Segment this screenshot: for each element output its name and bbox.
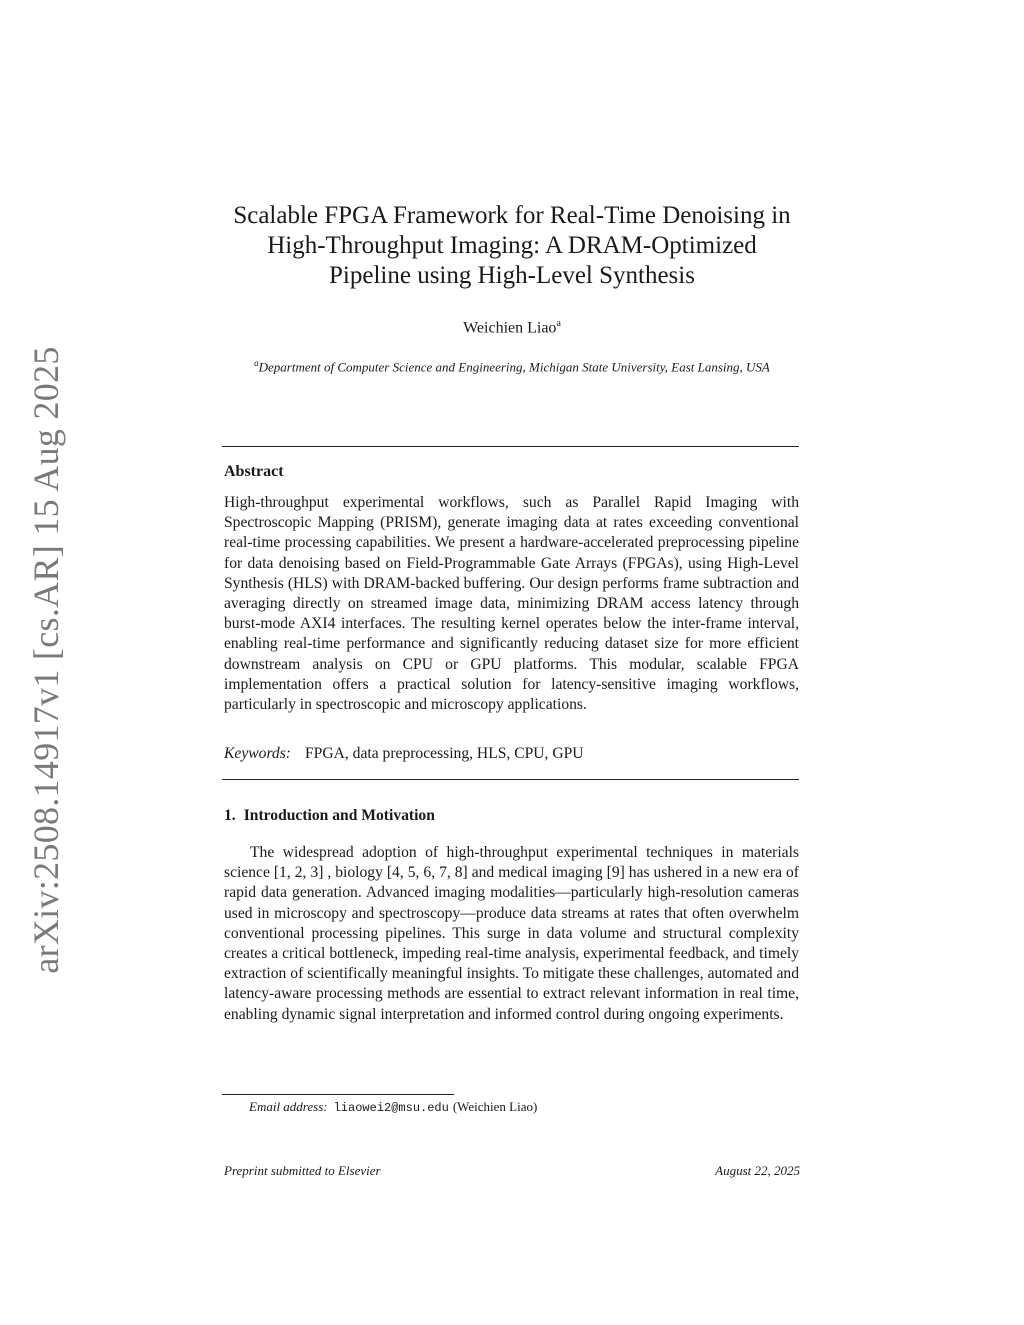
abstract-bottom-rule xyxy=(222,779,799,780)
footnote xyxy=(249,1099,537,1115)
affiliation xyxy=(212,355,812,375)
author xyxy=(212,318,812,337)
keywords-label: Keywords: xyxy=(224,745,291,762)
abstract-top-rule xyxy=(222,446,799,447)
paper-title xyxy=(212,201,812,291)
title-line: Scalable FPGA Framework for Real-Time Denoising in xyxy=(233,202,791,229)
arxiv-identifier: arXiv:2508.14917v1 [cs.AR] 15 Aug 2025 xyxy=(26,346,66,974)
section-title: Introduction and Motivation xyxy=(243,807,435,824)
abstract-heading: Abstract xyxy=(224,463,284,480)
author-affiliation-mark: a xyxy=(556,318,561,329)
footnote-name: (Weichien Liao) xyxy=(452,1099,538,1114)
footnote-rule xyxy=(222,1094,454,1095)
preprint-date: August 22, 2025 xyxy=(715,1163,800,1178)
section-number: 1. xyxy=(224,807,236,824)
author-name: Weichien Liao xyxy=(463,319,557,337)
affiliation-text: Department of Computer Science and Engineering, Michigan State University, East Lansing, USA xyxy=(258,359,770,375)
keywords xyxy=(224,745,584,763)
affiliation-mark: a xyxy=(254,358,259,368)
title-line: Pipeline using High-Level Synthesis xyxy=(329,262,695,289)
title-line: High-Throughput Imaging: A DRAM-Optimized xyxy=(267,232,757,259)
keywords-text: FPGA, data preprocessing, HLS, CPU, GPU xyxy=(305,745,584,762)
introduction-paragraph: The widespread adoption of high-throughput experimental techniques in materials science [1, 2, 3] , biology [4, 5, 6, 7, 8] and medical imaging [9] has ushered in a new era of rapid data generation. Advanced imaging modalities—particularly high-resolution cameras used in microscopy and spectroscopy—produce data streams at rates that often overwhelm conventional processing pipelines. This surge in data volume and structural complexity creates a critical bottleneck, impeding real-time analysis, experimental feedback, and timely extraction of scientifically meaningful insights. To mitigate these challenges, automated and latency-aware processing methods are essential to extract relevant information in real time, enabling dynamic signal interpretation and informed control during ongoing experiments. xyxy=(224,844,799,1023)
footnote-label: Email address: xyxy=(249,1099,328,1114)
email-link[interactable]: liaowei2@msu.edu xyxy=(333,1101,449,1115)
abstract-text: High-throughput experimental workflows, such as Parallel Rapid Imaging with Spectroscopic Mapping (PRISM), generate imaging data at rates exceeding conventional real-time processing capabilities. We present a hardware-accelerated preprocessing pipeline for data denoising based on Field-Programmable Gate Arrays (FPGAs), using High-Level Synthesis (HLS) with DRAM-backed buffering. Our design performs frame subtraction and averaging directly on streamed image data, minimizing DRAM access latency through burst-mode AXI4 interfaces. The resulting kernel operates below the inter-frame interval, enabling real-time performance and significantly reducing dataset size for more efficient downstream analysis on CPU or GPU platforms. This modular, scalable FPGA implementation offers a practical solution for latency-sensitive imaging workflows, particularly in spectroscopic and microscopy applications. xyxy=(224,494,799,714)
section-heading xyxy=(224,807,435,825)
preprint-note: Preprint submitted to Elsevier xyxy=(224,1163,381,1178)
